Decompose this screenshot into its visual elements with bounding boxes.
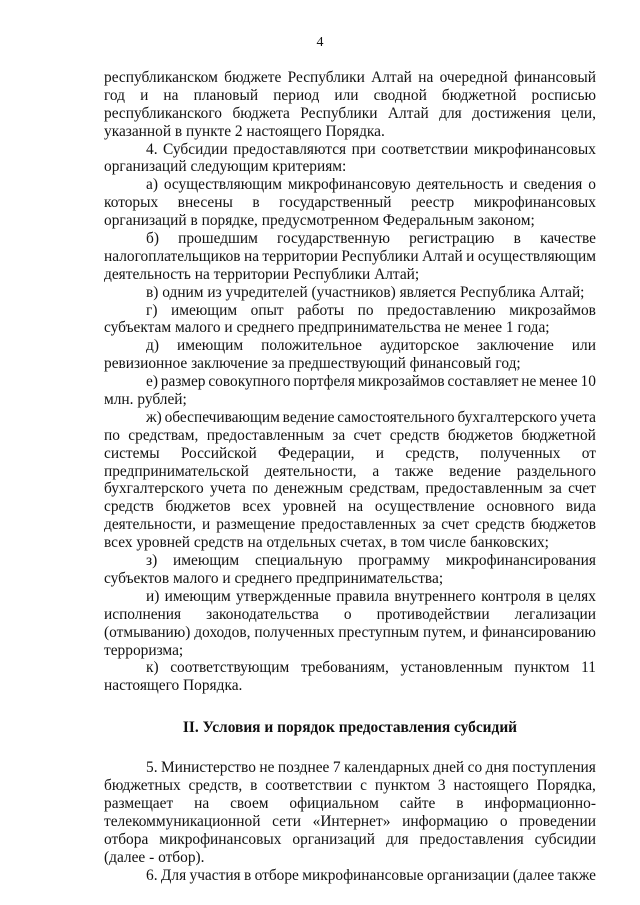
text-line: д) имеющим положительное аудиторское заключение или	[146, 337, 596, 355]
text-line: а) осуществляющим микрофинансовую деятельность и сведения о	[146, 176, 596, 194]
text-line: е) размер совокупного портфеля микрозаймов составляет не менее 10	[146, 373, 596, 391]
text-line: предпринимательской деятельности, а также ведение раздельного	[104, 462, 596, 480]
text-line: (далее - отбор).	[104, 848, 205, 866]
text-line: по средствам, предоставленным за счет средств бюджетов бюджетной	[104, 426, 596, 444]
document-body	[104, 69, 596, 884]
text-line: г) имеющим опыт работы по предоставлению микрозаймов	[146, 301, 596, 319]
criteria-section	[104, 69, 596, 695]
text-line: телекоммуникационной сети «Интернет» информацию о проведении	[104, 812, 596, 830]
text-line: бухгалтерского учета по денежным средствам, предоставленным за счет	[104, 480, 596, 498]
text-line: 4. Субсидии предоставляются при соответствии микрофинансовых	[146, 140, 596, 158]
text-line: деятельность на территории Республики Алтай;	[104, 265, 420, 283]
text-line: субъектам малого и среднего предпринимательства не менее 1 года;	[104, 319, 550, 337]
text-line: год и на плановый период или сводной бюджетной росписью	[104, 86, 596, 104]
text-line: отбора микрофинансовых организаций для предоставления субсидии	[104, 830, 596, 848]
text-line: млн. рублей;	[104, 391, 187, 409]
text-line: ревизионное заключение за предшествующий финансовый год;	[104, 355, 521, 373]
text-line: указанной в пункте 2 настоящего Порядка.	[104, 122, 385, 140]
page-number: 4	[316, 35, 324, 50]
text-line: республиканском бюджете Республики Алтай на очередной финансовый	[104, 69, 596, 86]
text-line: деятельности, и размещение предоставленных за счет средств бюджетов	[104, 516, 596, 534]
text-line: исполнения законодательства о противодействии легализации	[104, 605, 596, 623]
text-line: терроризма;	[104, 641, 184, 659]
section-heading	[104, 701, 596, 759]
text-line: субъектов малого и среднего предпринимательства;	[104, 569, 444, 587]
text-line: настоящего Порядка.	[104, 677, 243, 695]
text-line: 6. Для участия в отборе микрофинансовые организации (далее также	[146, 866, 596, 884]
text-line: ж) обеспечивающим ведение самостоятельного бухгалтерского учета	[146, 408, 596, 426]
text-line: 5. Министерство не позднее 7 календарных дней со дня поступления	[146, 759, 596, 777]
text-line: организаций следующим критериям:	[104, 158, 347, 176]
text-line: (отмыванию) доходов, полученных преступным путем, и финансированию	[104, 623, 596, 641]
text-line: б) прошедшим государственную регистрацию в качестве	[146, 230, 596, 248]
text-line: средств бюджетов всех уровней на осуществление основного вида	[104, 498, 596, 516]
text-line: налогоплательщиков на территории Республики Алтай и осуществляющим	[104, 247, 596, 265]
text-line: всех уровней средств на отдельных счетах, в том числе банковских;	[104, 534, 549, 552]
text-line: з) имеющим специальную программу микрофинансирования	[146, 552, 596, 570]
text-line: в) одним из учредителей (участников) является Республика Алтай;	[146, 283, 585, 301]
text-line: размещает на своем официальном сайте в информационно-	[104, 794, 596, 812]
text-line: республиканского бюджета Республики Алтай для достижения цели,	[104, 104, 596, 122]
text-line: бюджетных средств, в соответствии с пунктом 3 настоящего Порядка,	[104, 777, 596, 795]
text-line: к) соответствующим требованиям, установленным пунктом 11	[146, 659, 596, 677]
text-line: системы Российской Федерации, и средств, полученных от	[104, 444, 596, 462]
conditions-section	[104, 759, 596, 884]
section-heading-text: II. Условия и порядок предоставления субсидий	[182, 719, 518, 737]
text-line: и) имеющим утвержденные правила внутреннего контроля в целях	[146, 587, 596, 605]
text-line: которых внесены в государственный реестр микрофинансовых	[104, 194, 596, 212]
text-line: организаций в порядке, предусмотренном Федеральным законом;	[104, 212, 535, 230]
